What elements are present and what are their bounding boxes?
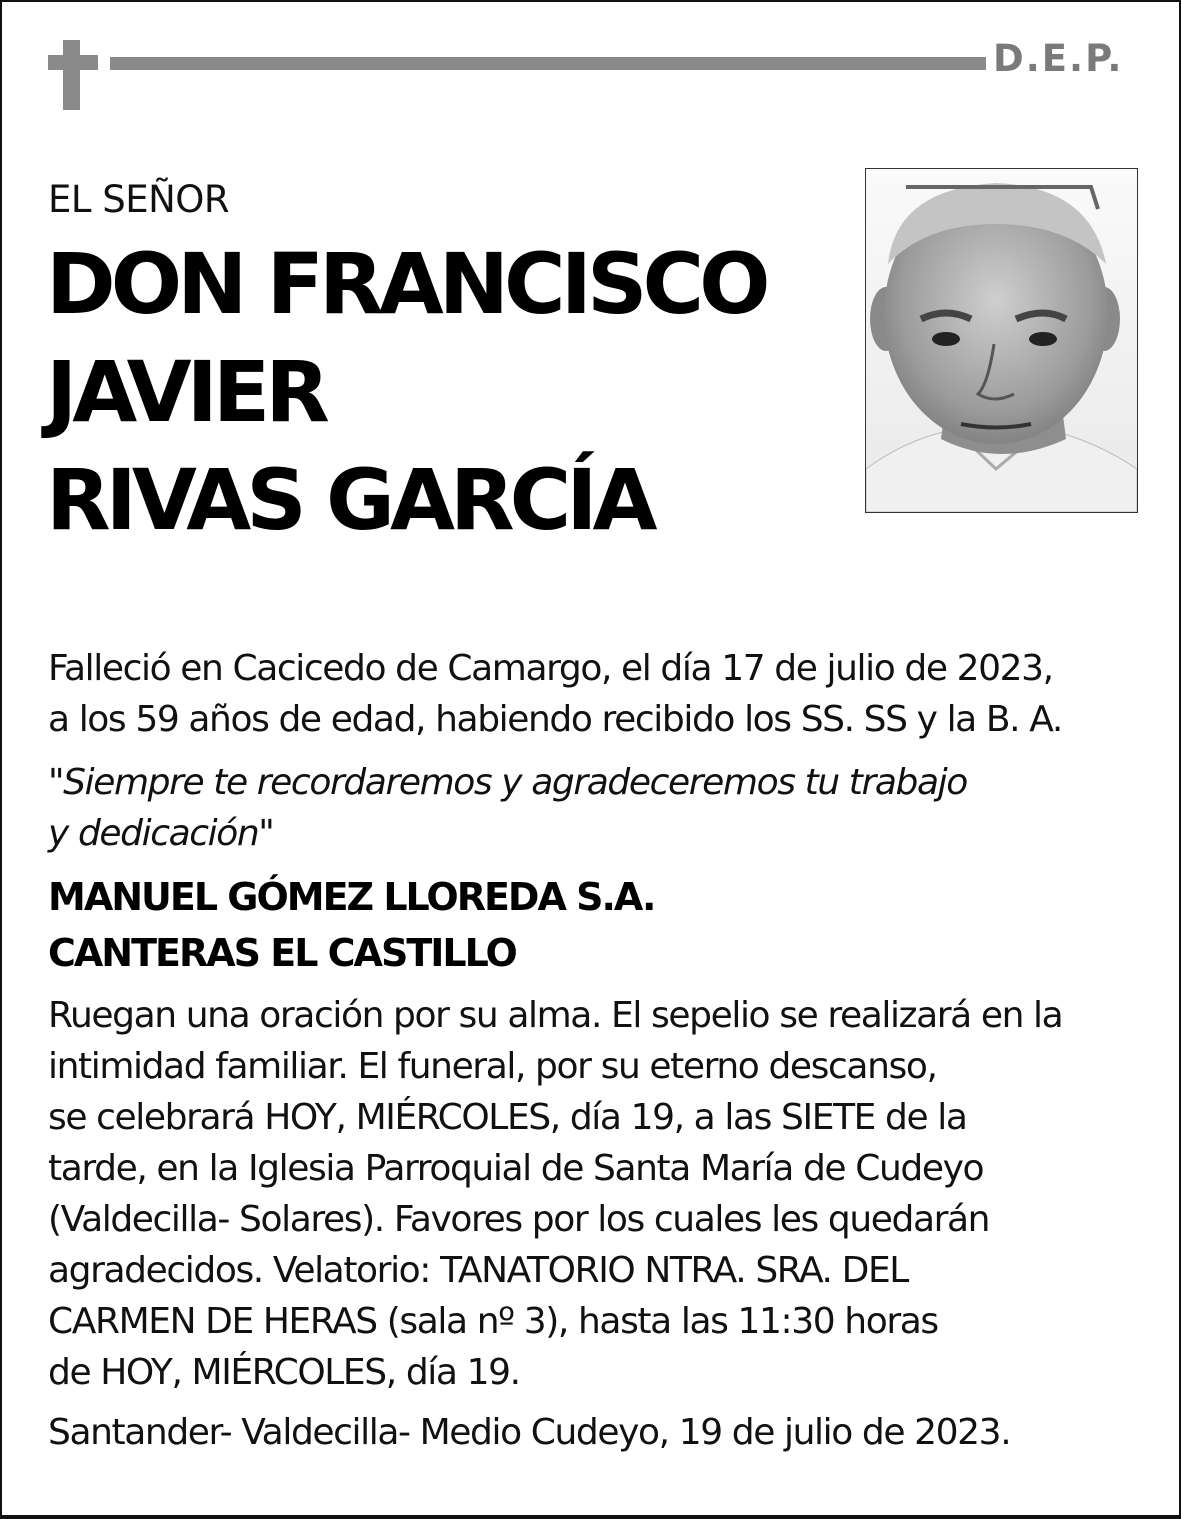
header-rule bbox=[110, 57, 986, 70]
service-line: tarde, en la Iglesia Parroquial de Santa María de Cudeyo bbox=[48, 1148, 984, 1189]
service-line: Ruegan una oración por su alma. El sepelio se realizará en la bbox=[48, 995, 1063, 1036]
service-line: CARMEN DE HERAS (sala nº 3), hasta las 11:30 horas bbox=[48, 1301, 938, 1342]
service-line: (Valdecilla- Solares). Favores por los cuales les quedarán bbox=[48, 1199, 990, 1240]
service-line: agradecidos. Velatorio: TANATORIO NTRA. SRA. DEL bbox=[48, 1250, 908, 1291]
death-notice-line: Falleció en Cacicedo de Camargo, el día 17 de julio de 2023, bbox=[48, 648, 1053, 689]
place-date-line: Santander- Valdecilla- Medio Cudeyo, 19 de julio de 2023. bbox=[48, 1412, 1011, 1453]
companies bbox=[48, 869, 1148, 981]
service-line: de HOY, MIÉRCOLES, día 19. bbox=[48, 1352, 520, 1393]
service-info bbox=[48, 990, 1148, 1398]
death-notice-line: a los 59 años de edad, habiendo recibido los SS. SS y la B. A. bbox=[48, 699, 1062, 740]
dep-label: D.E.P. bbox=[993, 37, 1124, 80]
name-line: JAVIER bbox=[46, 343, 325, 441]
quote-line: "Siempre te recordaremos y agradeceremos tu trabajo bbox=[48, 762, 967, 803]
company-line: CANTERAS EL CASTILLO bbox=[48, 931, 516, 975]
death-notice bbox=[48, 643, 1148, 745]
name-line: DON FRANCISCO bbox=[46, 235, 766, 333]
memorial-quote bbox=[48, 757, 1148, 859]
deceased-name bbox=[46, 230, 846, 554]
service-line: intimidad familiar. El funeral, por su eterno descanso, bbox=[48, 1046, 937, 1087]
service-line: se celebrará HOY, MIÉRCOLES, día 19, a las SIETE de la bbox=[48, 1097, 967, 1138]
quote-line: y dedicación" bbox=[48, 813, 274, 854]
name-line: RIVAS GARCÍA bbox=[46, 451, 653, 549]
portrait-photo bbox=[865, 168, 1138, 513]
place-date bbox=[48, 1407, 1148, 1458]
deceased-prefix: EL SEÑOR bbox=[48, 178, 230, 221]
company-line: MANUEL GÓMEZ LLOREDA S.A. bbox=[48, 875, 655, 919]
